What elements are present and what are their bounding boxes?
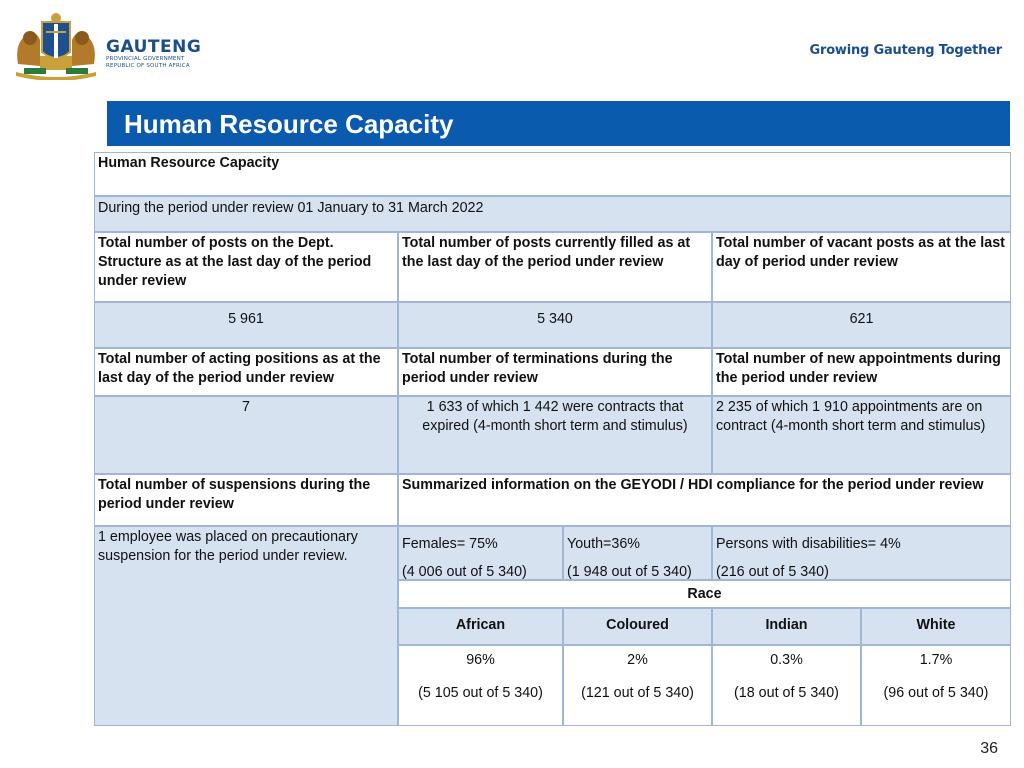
race-coloured-value bbox=[563, 645, 712, 726]
females-detail: (4 006 out of 5 340) bbox=[402, 564, 527, 580]
suspensions-value: 1 employee was placed on precautionary suspension for the period under review. bbox=[94, 526, 398, 726]
posts-vacant-header: Total number of vacant posts as at the last day of period under review bbox=[712, 232, 1011, 302]
brand-name: GAUTENG bbox=[106, 37, 202, 57]
disabilities-detail: (216 out of 5 340) bbox=[716, 564, 829, 580]
disabilities-compliance bbox=[712, 526, 1011, 580]
table-heading: Human Resource Capacity bbox=[94, 152, 1011, 196]
period-text: During the period under review 01 January to 31 March 2022 bbox=[94, 196, 1011, 232]
new-appointments-value: 2 235 of which 1 910 appointments are on contract (4-month short term and stimulus) bbox=[712, 396, 1011, 474]
race-white-label: White bbox=[861, 608, 1011, 645]
females-label: Females= 75% bbox=[402, 536, 498, 552]
posts-vacant-value: 621 bbox=[712, 302, 1011, 348]
brand-line-2: REPUBLIC OF SOUTH AFRICA bbox=[106, 63, 190, 69]
race-african-detail: (5 105 out of 5 340) bbox=[418, 685, 543, 701]
suspensions-header: Total number of suspensions during the period under review bbox=[94, 474, 398, 526]
race-header: Race bbox=[398, 580, 1011, 608]
youth-label: Youth=36% bbox=[567, 536, 641, 552]
posts-structure-header: Total number of posts on the Dept. Structure as at the last day of the period under review bbox=[94, 232, 398, 302]
new-appointments-header: Total number of new appointments during the period under review bbox=[712, 348, 1011, 396]
youth-compliance bbox=[563, 526, 712, 580]
title-bar bbox=[107, 101, 1010, 146]
posts-structure-value: 5 961 bbox=[94, 302, 398, 348]
gauteng-coat-of-arms-logo bbox=[10, 12, 102, 80]
race-coloured-detail: (121 out of 5 340) bbox=[581, 685, 694, 701]
race-indian-pct: 0.3% bbox=[770, 652, 803, 668]
race-african-pct: 96% bbox=[466, 652, 495, 668]
acting-positions-value: 7 bbox=[94, 396, 398, 474]
geyodi-header: Summarized information on the GEYODI / HDI compliance for the period under review bbox=[398, 474, 1011, 526]
posts-filled-header: Total number of posts currently filled as at the last day of the period under review bbox=[398, 232, 712, 302]
race-indian-value bbox=[712, 645, 861, 726]
posts-filled-value: 5 340 bbox=[398, 302, 712, 348]
race-coloured-pct: 2% bbox=[627, 652, 648, 668]
youth-detail: (1 948 out of 5 340) bbox=[567, 564, 692, 580]
slide-title: Human Resource Capacity bbox=[124, 109, 454, 139]
race-african-label: African bbox=[398, 608, 563, 645]
gauteng-brand bbox=[106, 38, 201, 70]
females-compliance bbox=[398, 526, 563, 580]
race-african-value bbox=[398, 645, 563, 726]
race-white-value bbox=[861, 645, 1011, 726]
disabilities-label: Persons with disabilities= 4% bbox=[716, 536, 901, 552]
brand-line-1: PROVINCIAL GOVERNMENT bbox=[106, 56, 185, 62]
tagline: Growing Gauteng Together bbox=[809, 43, 1002, 58]
race-coloured-label: Coloured bbox=[563, 608, 712, 645]
terminations-value: 1 633 of which 1 442 were contracts that expired (4-month short term and stimulus) bbox=[398, 396, 712, 474]
race-white-pct: 1.7% bbox=[919, 652, 953, 668]
race-indian-label: Indian bbox=[712, 608, 861, 645]
page-number: 36 bbox=[980, 740, 998, 757]
race-indian-detail: (18 out of 5 340) bbox=[734, 685, 839, 701]
acting-positions-header: Total number of acting positions as at the last day of the period under review bbox=[94, 348, 398, 396]
race-white-detail: (96 out of 5 340) bbox=[883, 685, 989, 701]
terminations-header: Total number of terminations during the period under review bbox=[398, 348, 712, 396]
